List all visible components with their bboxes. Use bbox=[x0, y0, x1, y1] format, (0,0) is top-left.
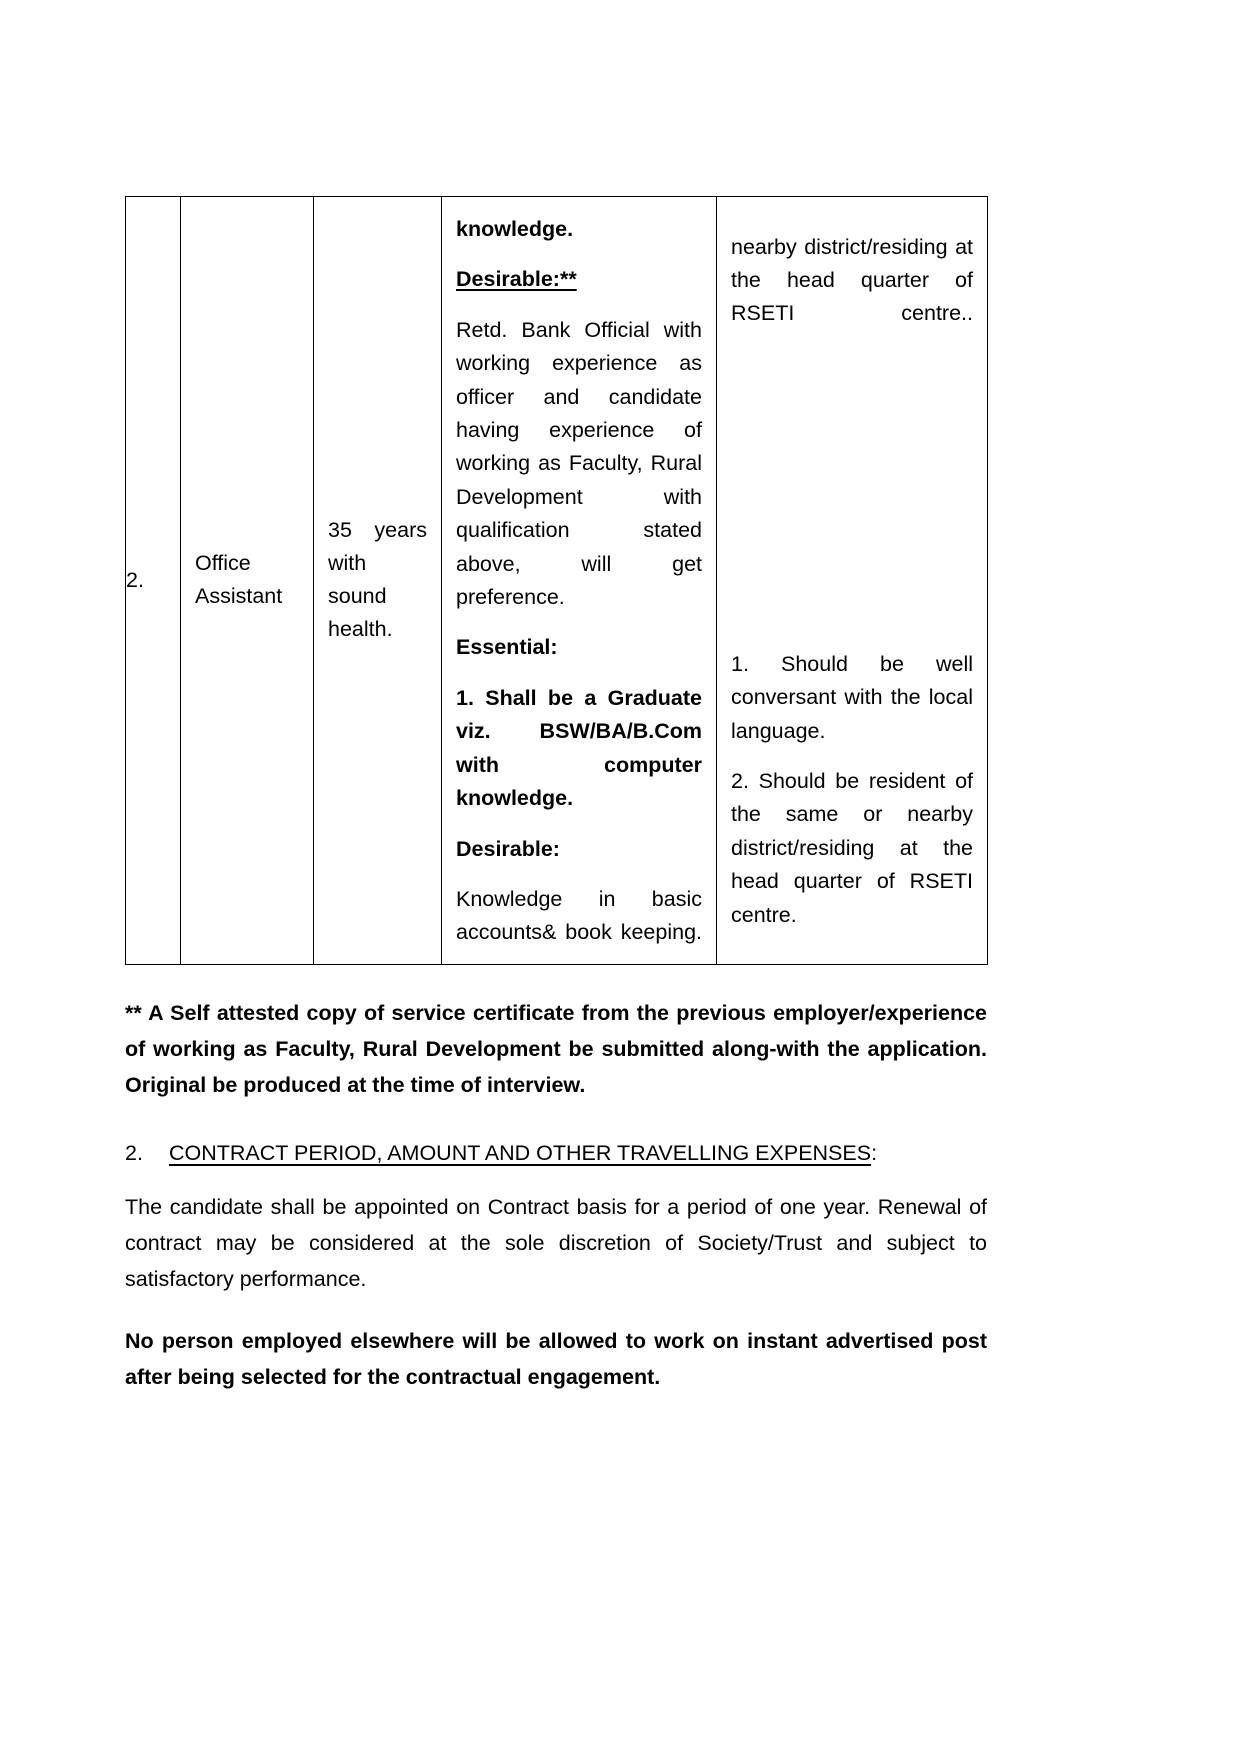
self-attested-note: ** A Self attested copy of service certificate from the previous employer/experience of working as Faculty, Rural Development be submitted along-with the application. Original be produced at the time of interview. bbox=[125, 1000, 987, 1097]
cell-serial-number bbox=[126, 197, 181, 965]
qualification-continuation-heading: knowledge. bbox=[456, 217, 574, 241]
cell-other-requirements bbox=[717, 197, 988, 965]
table-row bbox=[126, 197, 988, 965]
qualification-desirable2-text: Knowledge in basic accounts& book keeping. bbox=[456, 886, 702, 945]
no-person-employed-paragraph: No person employed elsewhere will be allowed to work on instant advertised post after being selected for the contractual engagement. bbox=[125, 1328, 987, 1389]
heading-gap bbox=[125, 1171, 987, 1189]
page-content bbox=[125, 196, 987, 1395]
section-heading bbox=[125, 1135, 987, 1171]
other-continuation-text: nearby district/residing at the head quarter of RSETI centre.. bbox=[731, 234, 973, 326]
other-requirement-item-1: 1. Should be well conversant with the local language. bbox=[731, 651, 973, 743]
qualification-desirable-label bbox=[456, 263, 702, 296]
qualification-desirable2-label: Desirable: bbox=[456, 836, 560, 861]
other-spacer bbox=[731, 348, 973, 648]
qualification-essential-item: 1. Shall be a Graduate viz. BSW/BA/B.Com with computer knowledge. bbox=[456, 685, 702, 811]
section-title-wrap bbox=[169, 1135, 877, 1171]
section-title: CONTRACT PERIOD, AMOUNT AND OTHER TRAVELLING EXPENSES bbox=[169, 1140, 872, 1165]
cell-age-requirement bbox=[314, 197, 442, 965]
qualification-essential-label: Essential: bbox=[456, 635, 558, 660]
serial-number-value: 2. bbox=[126, 567, 144, 592]
qualification-desirable-text: Retd. Bank Official with working experience as officer and candidate having experience of working as Faculty, Rural Development with qualification stated above, will get preference. bbox=[456, 317, 702, 610]
other-requirement-item-2: 2. Should be resident of the same or nearby district/residing at the head quarter of RSETI centre. bbox=[731, 769, 973, 927]
table-bottom-spacer bbox=[125, 965, 987, 981]
cell-qualification bbox=[442, 197, 717, 965]
contract-body-paragraph: The candidate shall be appointed on Contract basis for a period of one year. Renewal of contract may be considered at the sole discretion of Society/Trust and subject to satisfactory performance. bbox=[125, 1194, 987, 1291]
paragraph-gap bbox=[125, 1297, 987, 1323]
requirements-table bbox=[125, 196, 988, 965]
age-requirement-value: 35 years with sound health. bbox=[328, 518, 427, 642]
cell-post-name bbox=[181, 197, 314, 965]
section-number: 2. bbox=[125, 1140, 143, 1165]
desirable-label-text: Desirable:** bbox=[456, 267, 577, 292]
section-title-colon: : bbox=[871, 1140, 878, 1165]
post-name-value: Office Assistant bbox=[195, 551, 283, 609]
